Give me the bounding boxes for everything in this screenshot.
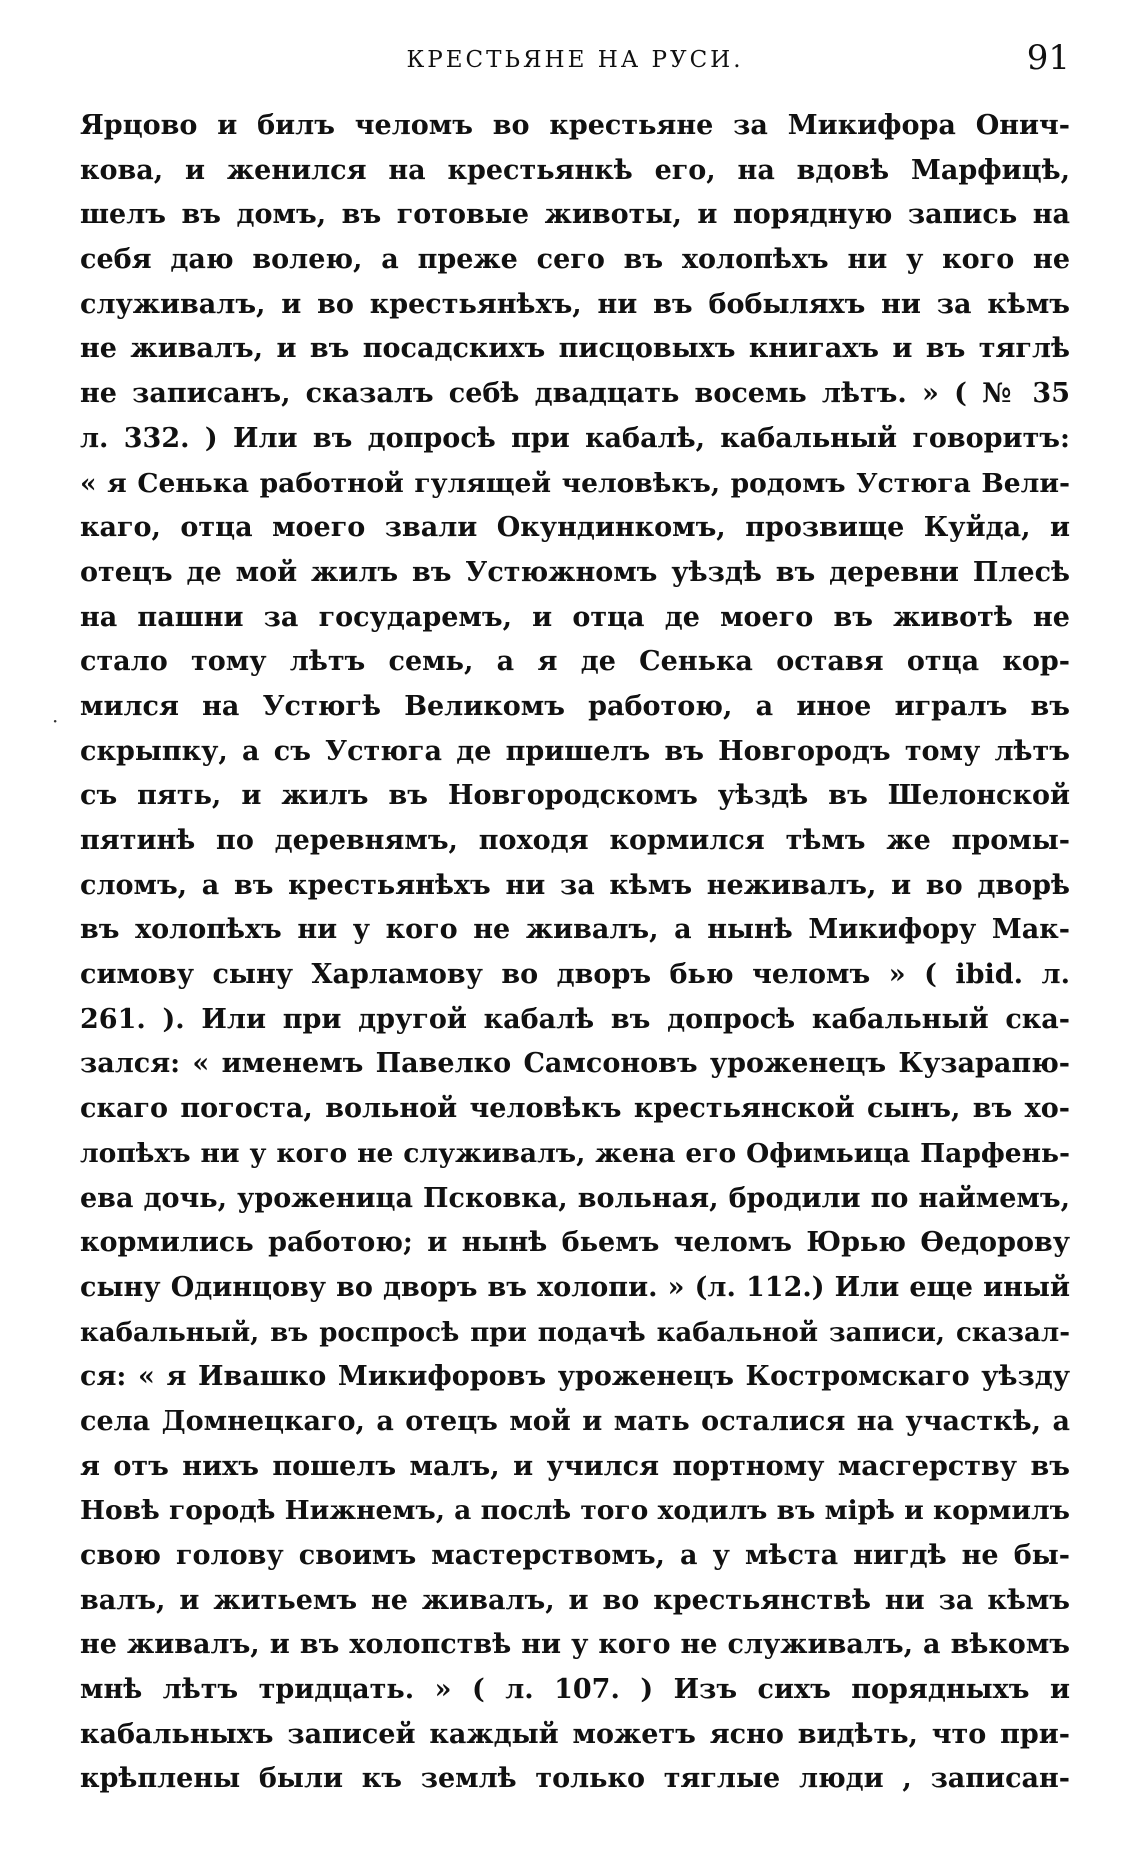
text-line: кормились работою; и нынѣ бьемъ челомъ Юрью Ѳедорову (80, 1227, 1070, 1259)
text-line: отецъ де мой жилъ въ Устюжномъ уѣздѣ въ деревни Плесѣ (80, 556, 1070, 588)
text-line: скаго погоста, вольной человѣкъ крестьянской сынъ, въ хо- (80, 1093, 1070, 1125)
text-line: кабальный, въ роспросѣ при подачѣ кабальной записи, сказал- (80, 1317, 1070, 1348)
text-line: скрыпку, а съ Устюга де пришелъ въ Новгородъ тому лѣтъ (80, 735, 1070, 767)
text-line: въ холопѣхъ ни у кого не живалъ, а нынѣ Микифору Мак- (80, 914, 1070, 946)
text-line: Новѣ городѣ Нижнемъ, а послѣ того ходилъ въ мірѣ и кормилъ (80, 1495, 1070, 1527)
text-line: мился на Устюгѣ Великомъ работою, а иное игралъ въ (80, 690, 1070, 722)
text-line: себя даю волею, а преже сего въ холопѣхъ ни у кого не (80, 244, 1070, 276)
text-line: я отъ нихъ пошелъ малъ, и учился портному масгерству въ (80, 1450, 1070, 1482)
body-text (80, 104, 1070, 1802)
text-line: пятинѣ по деревнямъ, походя кормился тѣмъ же промы- (80, 825, 1070, 856)
text-line: на пашни за государемъ, и отца де моего въ животѣ не (80, 601, 1070, 633)
text-line: села Домнецкаго, а отецъ мой и мать осталися на участкѣ, а (80, 1405, 1070, 1437)
text-line: не живалъ, и въ посадскихъ писцовыхъ книгахъ и въ тяглѣ (80, 333, 1070, 365)
text-line: лопѣхъ ни у кого не служивалъ, жена его Офимьица Парфень- (80, 1137, 1070, 1169)
text-line: ся: « я Ивашко Микифоровъ уроженецъ Костромскаго уѣзду (80, 1361, 1070, 1393)
text-line: симову сыну Харламову во дворъ бью челомъ » ( ibid. л. (80, 959, 1070, 991)
text-line: « я Сенька работной гулящей человѣкъ, родомъ Устюга Вели- (80, 467, 1070, 499)
text-line: сломъ, а въ крестьянѣхъ ни за кѣмъ неживалъ, и во дворѣ (80, 869, 1070, 901)
text-line: кова, и женился на крестьянкѣ его, на вдовѣ Марфицѣ, (80, 154, 1070, 186)
text-line: свою голову своимъ мастерствомъ, а у мѣста нигдѣ не бы- (80, 1540, 1070, 1571)
running-header (80, 40, 1070, 80)
text-line: зался: « именемъ Павелко Самсоновъ уроженецъ Кузарапю- (80, 1048, 1070, 1080)
text-line: съ пять, и жилъ въ Новгородскомъ уѣздѣ въ Шелонской (80, 780, 1070, 812)
text-line: не записанъ, сказалъ себѣ двадцать восемь лѣтъ. » ( № 35 (80, 378, 1070, 410)
text-line: крѣплены были къ землѣ только тяглые люди , записан- (80, 1763, 1070, 1795)
text-line: стало тому лѣтъ семь, а я де Сенька оставя отца кор- (80, 646, 1070, 678)
text-line: кабальныхъ записей каждый можетъ ясно видѣть, что при- (80, 1718, 1070, 1750)
text-line: шелъ въ домъ, въ готовые животы, и порядную запись на (80, 199, 1070, 231)
page-number: 91 (1026, 38, 1070, 78)
text-line: не живалъ, и въ холопствѣ ни у кого не служивалъ, а вѣкомъ (80, 1629, 1070, 1661)
text-line: Ярцово и билъ челомъ во крестьяне за Микифора Онич- (80, 110, 1070, 141)
running-title: КРЕСТЬЯНЕ НА РУСИ. (406, 47, 744, 73)
text-line: мнѣ лѣтъ тридцать. » ( л. 107. ) Изъ сихъ порядныхъ и (80, 1674, 1070, 1706)
text-line: валъ, и житьемъ не живалъ, и во крестьянствѣ ни за кѣмъ (80, 1584, 1070, 1616)
margin-mark: · (52, 709, 59, 733)
text-line: служивалъ, и во крестьянѣхъ, ни въ бобыляхъ ни за кѣмъ (80, 288, 1070, 320)
text-line: л. 332. ) Или въ допросѣ при кабалѣ, кабальный говоритъ: (80, 422, 1070, 454)
text-line: сыну Одинцову во дворъ въ холопи. » (л. 112.) Или еще иный (80, 1271, 1070, 1303)
text-line: каго, отца моего звали Окундинкомъ, прозвище Куйда, и (80, 512, 1070, 544)
text-line: 261. ). Или при другой кабалѣ въ допросѣ кабальный ска- (80, 1003, 1070, 1035)
text-line: ева дочь, уроженица Псковка, вольная, бродили по наймемъ, (80, 1182, 1070, 1214)
